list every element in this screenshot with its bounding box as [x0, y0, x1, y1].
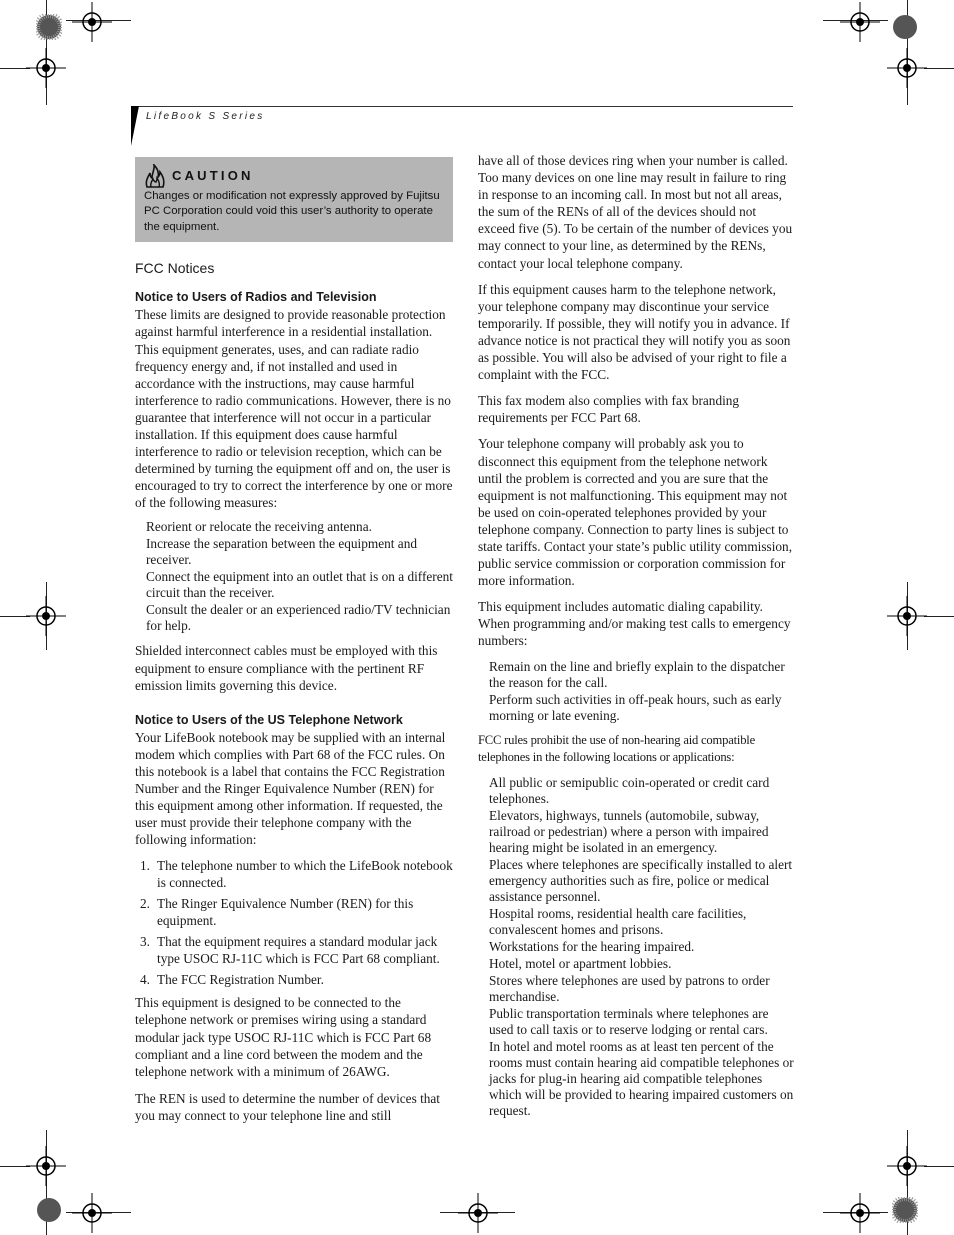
list-number: 4. [140, 972, 150, 988]
list-item: Hospital rooms, residential health care facilities, convalescent homes and prisons. [489, 905, 747, 937]
list-item: Public transportation terminals where telephones are used to call taxis or to reserve lodging or rental cars. [489, 1005, 769, 1037]
list-item: Elevators, highways, tunnels (automobile, subway, railroad or pedestrian) where a person with impaired hearing might be isolated in an emergency. [489, 807, 769, 855]
right-column [478, 152, 794, 1127]
caution-title: CAUTION [172, 168, 254, 184]
list-text: That the equipment requires a standard modular jack type USOC RJ-11C which is FCC Part 68 compliant. [157, 934, 440, 967]
list-item: Remain on the line and briefly explain to the dispatcher the reason for the call. [489, 658, 785, 690]
paragraph: This fax modem also complies with fax branding requirements per FCC Part 68. [478, 393, 740, 426]
list-item: All public or semipublic coin-operated or credit card telephones. [489, 774, 770, 806]
list-item: Reorient or relocate the receiving antenna. [146, 519, 372, 535]
caution-header [144, 163, 444, 189]
registration-mark-icon [24, 46, 68, 90]
color-calibration-disc-icon [36, 14, 62, 40]
list-item: Stores where telephones are used by patrons to order merchandise. [489, 972, 770, 1004]
section-heading: FCC Notices [135, 260, 215, 277]
list-number: 3. [140, 934, 150, 950]
list-number: 2. [140, 896, 150, 912]
color-calibration-disc-icon [892, 1197, 918, 1223]
measures-list [146, 519, 453, 634]
dialing-list [489, 659, 794, 724]
color-calibration-disc-icon [36, 1197, 62, 1223]
paragraph: Your LifeBook notebook may be supplied with an internal modem which complies with Part 68 of the FCC rules. On this notebook is a label that contains the FCC Registration Number and the Ringer Equivalence Number (REN) for this equipment among other information. If requested, the user must provide their telephone company with the following information: [135, 729, 446, 848]
subsection-heading: Notice to Users of the US Telephone Network [135, 712, 403, 727]
caution-flame-icon [144, 164, 166, 188]
list-item: Consult the dealer or an experienced radio/TV technician for help. [146, 602, 451, 634]
list-number: 1. [140, 858, 150, 874]
registration-mark-icon [885, 1144, 929, 1188]
paragraph: This equipment includes automatic dialing capability. When programming and/or making test calls to emergency numbers: [478, 599, 791, 649]
hearing-locations-list [489, 775, 794, 1119]
info-numbered-list [140, 857, 453, 988]
registration-mark-icon [838, 1191, 882, 1235]
list-item [140, 857, 453, 891]
list-item: In hotel and motel rooms as at least ten percent of the rooms must contain hearing aid compatible telephones or jacks for plug-in hearing aid compatible telephones which will be provided to hearing impaired customers on request. [489, 1038, 794, 1118]
list-item: Workstations for the hearing impaired. [489, 938, 695, 954]
list-text: The Ringer Equivalence Number (REN) for this equipment. [157, 896, 414, 929]
registration-mark-icon [70, 1191, 114, 1235]
subsection-heading: Notice to Users of Radios and Television [135, 290, 377, 305]
paragraph: These limits are designed to provide reasonable protection against harmful interference in a residential installation. This equipment generates, uses, and can radiate radio frequency energy and, if not installed and used in accordance with the instructions, may cause harmful interference to radio communications. However, there is no guarantee that interference will not occur in a particular installation. If this equipment does cause harmful interference to radio or television reception, which can be determined by turning the equipment off and on, the user is encouraged to try to correct the interference by one or more of the following measures: [135, 307, 453, 511]
list-text: The FCC Registration Number. [157, 972, 324, 988]
list-item: Hotel, motel or apartment lobbies. [489, 955, 672, 971]
color-calibration-disc-icon [892, 14, 918, 40]
header-rule [131, 106, 793, 107]
list-item: Connect the equipment into an outlet that is on a different circuit than the receiver. [146, 569, 453, 601]
registration-mark-icon [885, 594, 929, 638]
list-item [140, 895, 453, 929]
running-header: LifeBook S Series [146, 111, 265, 122]
registration-mark-icon [885, 46, 929, 90]
paragraph: Your telephone company will probably ask you to disconnect this equipment from the telephone network until the problem is corrected and you are sure that the equipment is not malfunctioning. This equipment may not be used on coin-operated telephones provided by your telephone company. Connection to party lines is subject to state tariffs. Contact your state’s public utility commission, public service commission or corporation commission for more information. [478, 436, 793, 589]
list-item: Places where telephones are specifically installed to alert emergency authorities such as fire, police or medical assistance personnel. [489, 856, 793, 904]
caution-text: Changes or modification not expressly approved by Fujitsu PC Corporation could void this user’s authority to operate the equipment. [144, 190, 440, 233]
paragraph: have all of those devices ring when your number is called. Too many devices on one line may result in failure to ring in response to an incoming call. In most but not all areas, the sum of the RENs of all of the devices should not exceed five (5). To be certain of the number of devices you may connect to your line, as determined by the RENs, contact your local telephone company. [478, 153, 793, 271]
registration-mark-icon [456, 1191, 500, 1235]
paragraph: Shielded interconnect cables must be employed with this equipment to ensure compliance with the pertinent RF emission limits governing this device. [135, 643, 438, 693]
header-tab-marker [131, 106, 139, 146]
paragraph: FCC rules prohibit the use of non-hearing aid compatible telephones in the following locations or applications: [478, 732, 755, 764]
caution-box [135, 157, 453, 242]
list-item: Perform such activities in off-peak hours, such as early morning or late evening. [489, 691, 782, 723]
list-item: Increase the separation between the equipment and receiver. [146, 536, 417, 568]
left-column [135, 152, 453, 1133]
list-item [140, 933, 453, 967]
registration-mark-icon [70, 0, 114, 44]
paragraph: If this equipment causes harm to the telephone network, your telephone company may discontinue your service temporarily. If possible, they will notify you in advance. If advance notice is not practical they will notify you as soon as possible. You will also be advised of your right to file a complaint with the FCC. [478, 281, 791, 383]
list-text: The telephone number to which the LifeBook notebook is connected. [157, 858, 453, 891]
list-item [140, 971, 453, 988]
registration-mark-icon [24, 1144, 68, 1188]
registration-mark-icon [24, 594, 68, 638]
registration-mark-icon [838, 0, 882, 44]
paragraph: This equipment is designed to be connected to the telephone network or premises wiring using a standard modular jack type USOC RJ-11C which is FCC Part 68 compliant and a line cord between the modem and the telephone network with a minimum of 26AWG. [135, 995, 432, 1079]
paragraph: The REN is used to determine the number of devices that you may connect to your telephone line and still [135, 1090, 441, 1123]
